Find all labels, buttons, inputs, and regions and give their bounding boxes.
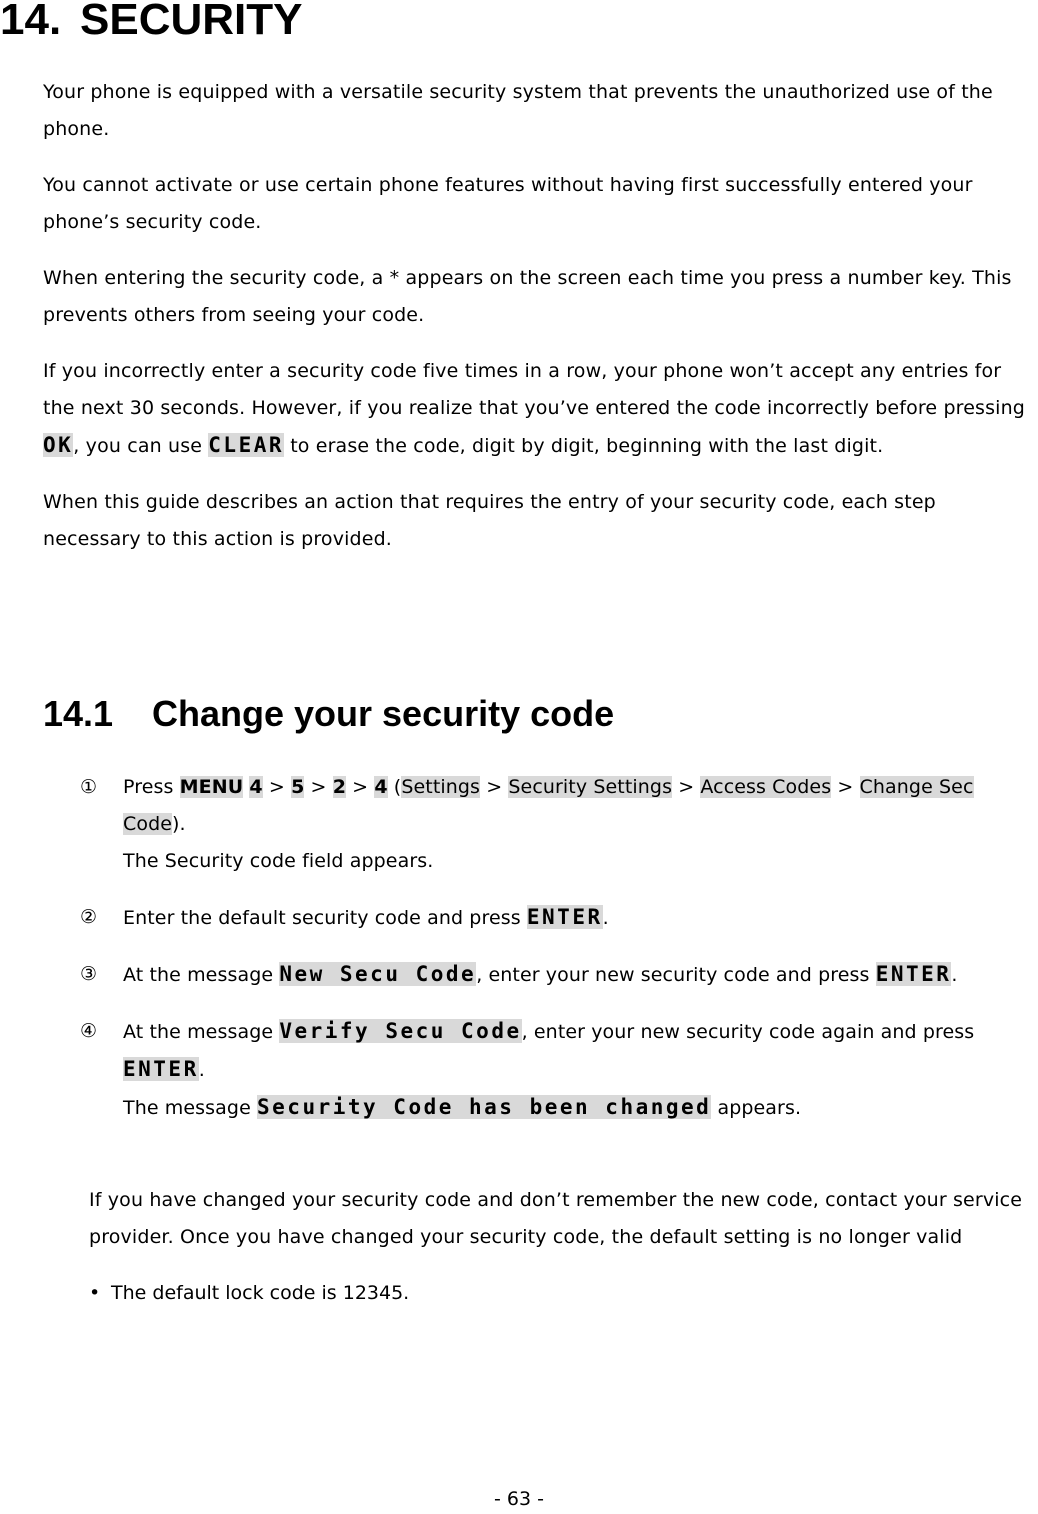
intro-paragraph-2: You cannot activate or use certain phone features without having first successfully entered your phone’s security code. (43, 174, 973, 233)
step-2 (80, 899, 1038, 937)
para4-text-3: to erase the code, digit by digit, beginning with the last digit. (284, 435, 884, 457)
gt-2: > (304, 776, 333, 798)
close-paren: ). (172, 813, 186, 835)
bullet-item (89, 1275, 1038, 1312)
note-paragraph: If you have changed your security code and don’t remember the new code, contact your service provider. Once you have changed your security code, the default setting is no longer valid (89, 1189, 1023, 1248)
step-3-text-2: , enter your new security code and press (476, 964, 876, 986)
step-4-result-text-2: appears. (711, 1097, 802, 1119)
para4-text-1: If you incorrectly enter a security code five times in a row, your phone won’t accept any entries for the next 30 seconds. However, if you realize that you’ve entered the code incorrectly before pressing (43, 360, 1025, 419)
intro-paragraph-4 (43, 353, 1038, 465)
menu-path-settings: Settings (401, 776, 481, 798)
bullet-text: The default lock code is 12345. (111, 1282, 410, 1304)
step-4-result-text-1: The message (123, 1097, 258, 1119)
gt-6: > (831, 776, 860, 798)
verify-secu-code-message: Verify Secu Code (279, 1019, 522, 1043)
new-secu-code-message: New Secu Code (279, 962, 477, 986)
menu-path-access-codes: Access Codes (700, 776, 832, 798)
chapter-title-text: SECURITY (80, 0, 303, 44)
step-3-end: . (951, 964, 958, 986)
note-section (89, 1182, 1038, 1312)
bullet-dot: • (89, 1282, 101, 1304)
step-4-text-1: At the message (123, 1021, 280, 1043)
page-number: - 63 - (494, 1488, 544, 1510)
step-1-marker: ① (80, 776, 98, 798)
intro-paragraph-3: When entering the security code, a * appears on the screen each time you press a number key. This prevents others from seeing your code. (43, 267, 1012, 326)
step-1-result: The Security code field appears. (123, 850, 434, 872)
section-number: 14.1 (43, 693, 114, 734)
step-4-result (123, 1089, 1038, 1127)
enter-key: ENTER (875, 962, 952, 986)
chapter-number: 14. (0, 0, 62, 44)
step-4-end: . (198, 1059, 205, 1081)
open-paren: ( (387, 776, 402, 798)
key-2: 2 (332, 776, 347, 798)
intro-section (43, 74, 1038, 577)
ok-key: OK (43, 433, 74, 457)
gt-4: > (480, 776, 509, 798)
key-4: 4 (249, 776, 263, 798)
step-4-marker: ④ (80, 1020, 98, 1042)
step-2-text: Enter the default security code and press (123, 907, 527, 929)
gt-3: > (346, 776, 375, 798)
step-3 (80, 956, 1038, 994)
security-code-changed-message: Security Code has been changed (257, 1095, 712, 1119)
chapter-title (0, 0, 302, 46)
key-4b: 4 (374, 776, 388, 798)
para4-text-2: , you can use (73, 435, 209, 457)
enter-key: ENTER (526, 905, 603, 929)
section-title: Change your security code (152, 693, 615, 734)
steps-list (80, 769, 1038, 1146)
gt-5: > (672, 776, 701, 798)
key-5: 5 (291, 776, 305, 798)
enter-key: ENTER (123, 1057, 199, 1081)
clear-key: CLEAR (208, 433, 284, 457)
menu-path-change-sec-code: Change Sec Code (123, 776, 974, 835)
step-4 (80, 1013, 1038, 1127)
gt-1: > (262, 776, 292, 798)
intro-paragraph-5: When this guide describes an action that requires the entry of your security code, each step necessary to this action is provided. (43, 491, 936, 550)
step-3-marker: ③ (80, 963, 98, 985)
step-2-end: . (602, 907, 609, 929)
step-2-marker: ② (80, 906, 98, 928)
step-1-press: Press (123, 776, 180, 798)
intro-paragraph-1: Your phone is equipped with a versatile security system that prevents the unauthorized use of the phone. (43, 81, 993, 140)
step-4-text-2: , enter your new security code again and press (521, 1021, 975, 1043)
menu-key: MENU (179, 776, 244, 798)
menu-path-security-settings: Security Settings (508, 776, 673, 798)
section-heading (43, 688, 614, 740)
step-1 (80, 769, 1038, 880)
step-3-text-1: At the message (123, 964, 280, 986)
